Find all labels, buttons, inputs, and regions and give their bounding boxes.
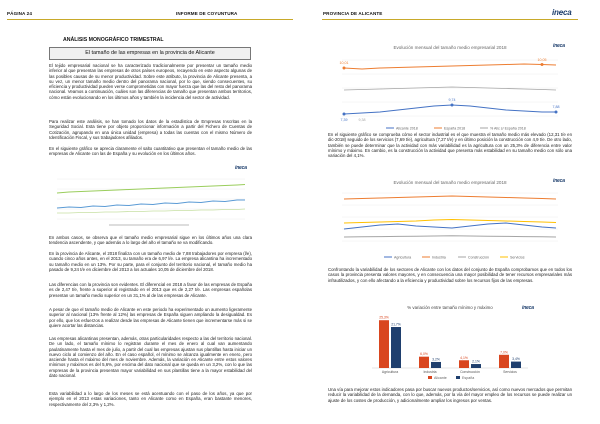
article-title-box: El tamaño de las empresas en la provincia de Alicante: [49, 47, 251, 60]
section-title: ANÁLISIS MONOGRÁFICO TRIMESTRAL: [63, 37, 164, 43]
chart2-ineca-logo: ineca: [553, 178, 565, 184]
paragraph-3: En el siguiente gráfico se aprecia claramente el salto cuantitativo que presentan el tamaño medio de las empresas de Alicante con las de España y su evolución en los últimos años.: [49, 146, 252, 157]
ineca-logo-chart: ineca: [235, 165, 247, 171]
chart3-alicante-bar-0: [379, 320, 389, 368]
chart3-category-servicios: Servicios: [503, 370, 517, 374]
chart3-alicante-label-2: 4,1%: [460, 355, 468, 360]
chart3-alicante-bar-3: [499, 355, 509, 368]
chart-variation-min-max: [362, 301, 538, 381]
chart3-alicante-bar-1: [419, 357, 429, 368]
chart2-series-construccion: [344, 236, 556, 237]
right-page: [300, 0, 600, 424]
chart1-label-alicante-end: 7,88: [552, 105, 560, 109]
chart3-legend-alicante: Alicante: [434, 376, 447, 380]
paragraph-8: Las empresas alicantinas presentan, además, otras particularidades respecto a las del territorio nacional. De un lado, el tamaño mínimo lo registran durante el mes de enero al cual van aumentando paulatinamente hasta el mes de julio, a partir del cual las empresas ajustan sus plantillas hasta iniciar un nuevo ciclo al comienzo del año. En el caso español, el mínimo se alcanza igualmente en enero, pero asciende hasta el máximo del mes de noviembre. Además, la variación en Alicante entre estos valores mínimos y máximos es del 5,6%, por encima del dato nacional que se queda en un 3,2%, con lo que las empresas de la provincia presentan mayor variabilidad en sus plantillas tiene a la mayor estabilidad del dato nacional.: [49, 336, 252, 379]
chart3-spain-label-0: 21,7%: [391, 322, 401, 327]
chart3-spain-label-2: 2,1%: [472, 359, 480, 364]
chart2-series-industria: [344, 196, 556, 199]
chart3-spain-bar-1: [431, 362, 441, 368]
chart2-series-servicios: [344, 220, 556, 224]
header-rule: [7, 19, 293, 20]
chart1-label-alicante-max: 9,74: [448, 98, 456, 102]
chart3-alicante-label-0: 25,3%: [379, 315, 389, 320]
chart1-legend-spain: España 2018: [444, 126, 466, 131]
chart2-legend: [384, 255, 525, 259]
paragraph-4: En ambos casos, se observa que el tamaño medio empresarial sigue en los últimos años una clara tendencia ascendente, y que además a lo largo del año el tamaño se va modificando.: [49, 235, 252, 246]
chart3-alicante-bar-2: [459, 360, 469, 368]
company-size-line-chart: [49, 163, 252, 230]
chart2-legend-servicios: Servicios: [510, 255, 525, 260]
chart1-label-ratio: 9,38: [358, 118, 366, 122]
chart-monthly-size-alicante-spain: [334, 42, 566, 132]
chart-legend-placeholder: [109, 224, 189, 226]
chart1-title: Evolución mensual del tamaño medio empresarial 2018: [393, 45, 507, 50]
chart1-series-alicante: [344, 105, 556, 114]
chart-background: [49, 163, 252, 230]
chart2-gridlines: [342, 193, 558, 241]
chart3-ineca-logo: ineca: [522, 305, 534, 311]
paragraph-2: Para realizar este análisis, se han tomado los datos de la estadística de Empresas Inscritas en la Seguridad Social. Esta tiene por objeto proporcionar información a partir del Fichero de Cuentas de Cotización, agrupando en una única unidad (empresa) a todas las cuentas con el mismo Número de Identificación Fiscal, y sus trabajadores afiliados.: [49, 119, 252, 140]
chart3-category-agricultura: Agricultura: [381, 370, 399, 374]
chart3-alicante-label-1: 6,0%: [420, 352, 428, 357]
chart3-category-labels: [382, 370, 517, 374]
chart1-legend: [386, 126, 526, 130]
chart3-legend-spain: España: [462, 376, 475, 380]
paragraph-9: Esta variabilidad a lo largo de los meses se está acentuando con el paso de los años, ya que por ejemplo en el 2013 estas variaciones, tanto en Alicante como en España, eran bastante menores, respectivamente del 2,3% y 1,2%.: [49, 391, 252, 407]
chart3-spain-bar-2: [471, 364, 481, 368]
chart2-title: Evolución mensual del tamaño medio empresarial 2018: [393, 180, 507, 185]
right-paragraph-2: Confrontando la variabilidad de los sectores de Alicante con los datos del conjunto de España comprobamos que en todos los casos la provincia presenta valores mayores, y en consecuencia una mayor posibilidad de tener recursos empresariales más infrautilizados, y con ello afectando a la eficiencia y productividad sobre los recursos fijos de las empresas.: [328, 267, 572, 283]
chart3-spain-bar-3: [511, 362, 521, 368]
chart1-legend-ratio: % Alic s/ España 2018: [490, 126, 526, 131]
right-paragraph-3: Una vía para mejorar estos indicadores pasa por buscar nuevos productos/servicios, así como nuevos mercados que permitan reducir la variabilidad de la demanda, con lo que, además, por la vía del mayor empleo de los recursos se puede realizar un ajuste de los costes de producción, y adicionalmente ampliar los ingresos por ventas.: [328, 387, 572, 403]
chart3-title: % variación entre tamaño mínimo y máximo: [407, 305, 493, 310]
paragraph-1: El tejido empresarial nacional se ha caracterizado tradicionalmente por presentar un tamaño medio inferior al que presentan las empresas de otros países europeos, recayendo en este aspecto algunas de las posibles causas de su menor productividad. Sobre este atributo, la provincia de Alicante presenta, a su vez, un menor tamaño medio dentro del panorama nacional, por lo que, siendo consecuentes, su eficiencia y productividad pueden verse comprometidas con mayor fuerza que las del resto del panorama nacional. Veamos a continuación, cuáles son las diferencias de tamaño que presentan ambos territorios, cómo están evolucionando en los últimos años y también la incidencia del sector de actividad.: [49, 63, 252, 100]
chart1-label-alicante-start: 7,39: [340, 118, 348, 122]
paragraph-5: En la provincia de Alicante, el 2018 finaliza con un tamaño medio de 7,88 trabajadores por empresa (l/e), cuando cinco años antes, en el 2013, su tamaño era de 6,97 l/e. La empresa alicantina ha incrementado su tamaño medio en un 13%. Por su parte, para el conjunto del territorio nacional, el tamaño medio ha pasado de 9,24 t/e en diciembre del 2013 a los actuales 10,05 de diciembre del 2018.: [49, 251, 252, 272]
chart3-spain-label-1: 3,2%: [432, 357, 440, 362]
province-label: PROVINCIA DE ALICANTE: [323, 11, 383, 16]
chart1-series-spain: [344, 64, 556, 69]
chart3-spain-label-3: 3,4%: [512, 357, 520, 362]
chart2-series-agricultura: [344, 223, 556, 229]
chart-monthly-size-by-sector: [334, 177, 566, 262]
chart3-legend-swatch-alicante: [428, 376, 432, 379]
chart3-legend-swatch-spain: [456, 376, 460, 379]
chart1-legend-alicante: Alicante 2018: [396, 126, 418, 131]
page-number: PÁGINA 24: [7, 11, 32, 16]
ineca-logo-header: ineca: [552, 8, 572, 17]
chart1-series-ratio: [344, 87, 556, 90]
chart3-spain-bar-0: [391, 327, 401, 368]
chart1-label-spain-end: 10,05: [537, 58, 547, 62]
chart1-ineca-logo: ineca: [553, 43, 565, 49]
chart3-alicante-label-3: 7,0%: [500, 350, 508, 355]
chart1-svg: [334, 42, 566, 132]
paragraph-7: A pesar de que el tamaño medio de Alicante en este periodo ha experimentado un aumento ligeramente superior al nacional (13% frente al 12%) las empresas de España siguen ampliando la desigualdad. Es por ello, que los esfuerzos a realizar desde las empresas de Alicante tienen que incrementarse más si se quiere acortar las distancias.: [49, 307, 252, 328]
chart2-legend-construccion: Construcción: [468, 255, 489, 260]
chart2-svg: [334, 177, 566, 262]
chart3-category-industria: Industria: [423, 370, 437, 374]
chart3-svg: [362, 301, 538, 381]
chart2-legend-industria: Industria: [432, 255, 446, 260]
chart1-label-spain-start: 10,01: [339, 61, 349, 65]
header-rule-right: [322, 19, 578, 20]
company-size-line-chart-svg: [49, 163, 252, 230]
paragraph-6: Las diferencias con la provincia son evidentes. El diferencial en 2018 a favor de las empresas de España es de 2,47 t/e, frente a superior al registrado en el 2013 que es de 2,27 t/e. Las empresas españolas presentan un tamaño medio superior en un 31,1% al de las empresas de Alicante.: [49, 282, 252, 298]
right-paragraph-1: En el siguiente gráfico se comprueba cómo el sector industrial es el que muestra el tamaño medio más elevado (12,31 t/e en dic-2018) seguido de los servicios (7,69 t/e), agricultura (7,27 t/e) y en último posición la construcción con 4,9 t/e. De otro lado, también se puede determinar que la actividad con más variabilidad es la agricultura con un 25,3% de diferencia entre valor mínimo y máximo. En cambio, es la construcción la actividad que presenta más estabilidad en su tamaño medio con sólo una variación del 4,1%.: [328, 132, 572, 159]
chart3-legend: [428, 376, 474, 380]
chart2-legend-agricultura: Agricultura: [394, 255, 412, 260]
report-name: INFORME DE COYUNTURA: [176, 11, 238, 16]
chart3-category-construccion: Construcción: [460, 370, 480, 374]
